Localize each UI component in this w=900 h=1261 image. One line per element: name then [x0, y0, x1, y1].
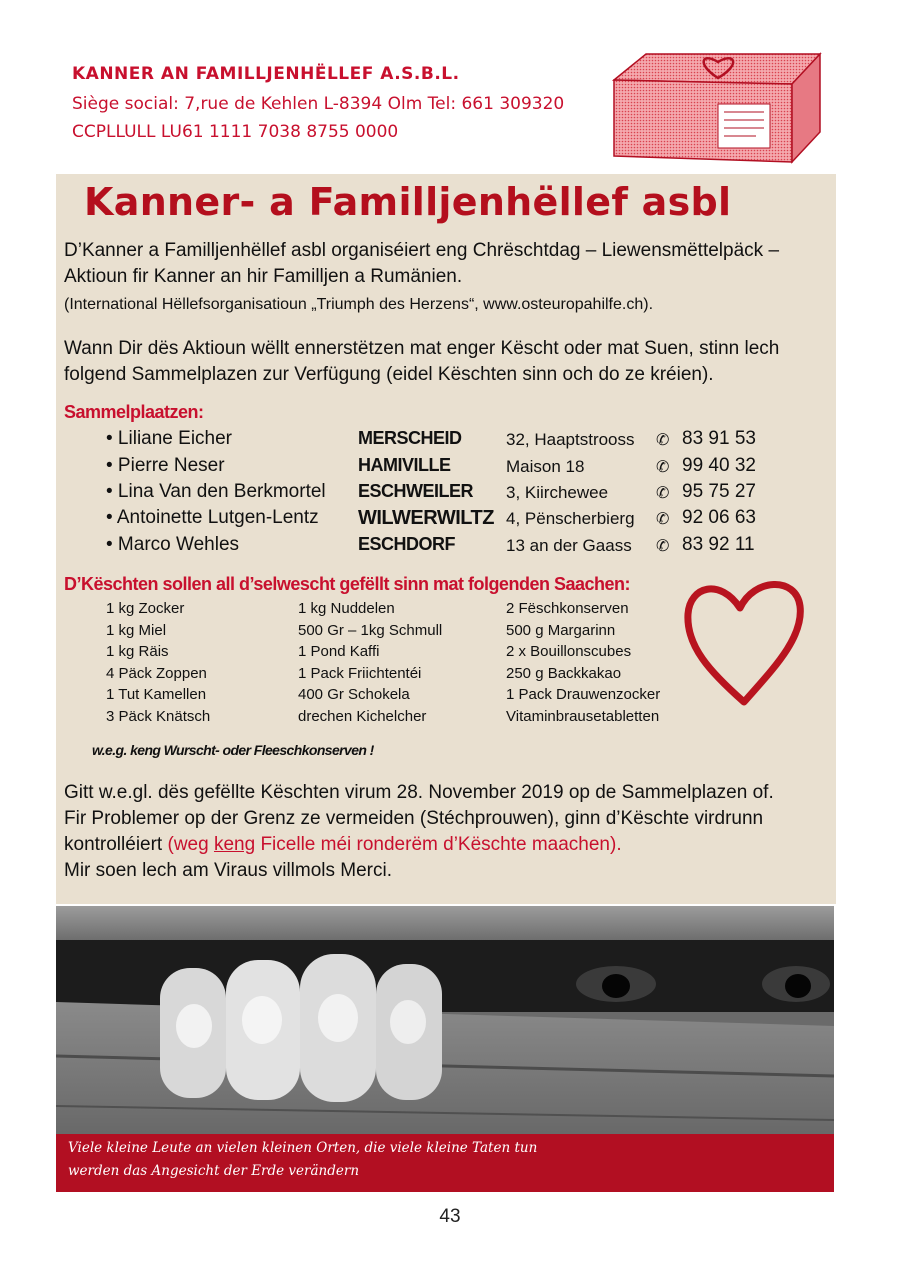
- list-item: 400 Gr Schokela: [298, 686, 410, 703]
- phone-number: 99 40 32: [682, 455, 756, 476]
- town: ESCHWEILER: [358, 481, 474, 501]
- support-line-2: folgend Sammelplazen zur Verfügung (eidel Këschten sinn och do ze kréien).: [64, 364, 714, 385]
- quote-line-1: Viele kleine Leute an vielen kleinen Orten, die viele kleine Taten tun: [68, 1140, 538, 1156]
- quote-line-2: werden das Angesicht der Erde verändern: [68, 1163, 360, 1179]
- contact-name: • Marco Wehles: [106, 534, 240, 555]
- town: HAMIVILLE: [358, 455, 451, 475]
- list-item: 250 g Backkakao: [506, 664, 622, 682]
- phone-icon: ✆: [656, 538, 670, 555]
- list-item: 1 kg Räis: [106, 643, 169, 660]
- organization-account: CCPLLULL LU61 1111 7038 8755 0000: [72, 122, 399, 142]
- box-contents-heading: D’Këschten sollen all d’selwescht gefëllt sinn mat folgenden Saachen:: [64, 574, 630, 594]
- gift-box-icon: [606, 44, 832, 168]
- list-item: 2 x Bouillonscubes: [506, 643, 632, 660]
- phone-number: 95 75 27: [682, 481, 756, 502]
- contact-name: • Pierre Neser: [106, 455, 225, 476]
- organization-address: Siège social: 7,rue de Kehlen L-8394 Olm Tel: 661 309320: [72, 94, 565, 114]
- phone-icon: ✆: [656, 485, 670, 502]
- closing-line-3: [64, 832, 622, 858]
- page-title: Kanner- a Familljenhëllef asbl: [84, 180, 732, 224]
- street-address: 3, Kiirchewee: [506, 483, 609, 502]
- phone-icon: ✆: [656, 432, 670, 449]
- street-address: 4, Pënscherbierg: [506, 509, 635, 528]
- list-item: 1 kg Nuddelen: [298, 600, 395, 617]
- list-item: 1 kg Miel: [106, 621, 167, 639]
- contents-column-3: [506, 598, 660, 727]
- intro-line-2: Aktioun fir Kanner an hir Familljen a Rumänien.: [64, 266, 463, 287]
- phone-number: 92 06 63: [682, 507, 756, 528]
- list-item: 1 Pack Drauwenzocker: [506, 686, 661, 703]
- phone-icon: ✆: [656, 511, 670, 528]
- collection-points-heading: Sammelplaatzen:: [64, 402, 204, 422]
- contents-note: w.e.g. keng Wurscht- oder Fleeschkonserven !: [92, 742, 374, 758]
- list-item: 4 Päck Zoppen: [106, 664, 207, 682]
- town: WILWERWILTZ: [358, 507, 494, 529]
- closing-line-4: Mir soen lech am Viraus villmols Merci.: [64, 860, 393, 881]
- contact-name: • Lina Van den Berkmortel: [106, 481, 326, 502]
- list-item: drechen Kichelcher: [298, 707, 427, 725]
- collection-point-row: [0, 534, 900, 560]
- collection-point-row: [0, 428, 900, 454]
- street-address: Maison 18: [506, 457, 585, 476]
- intro-line-1: D’Kanner a Familljenhëllef asbl organiséiert eng Chrëschtdag – Liewensmëttelpäck –: [64, 240, 780, 261]
- town: MERSCHEID: [358, 428, 462, 448]
- heart-icon: [680, 572, 808, 710]
- list-item: 1 kg Zocker: [106, 600, 185, 617]
- town: ESCHDORF: [358, 534, 456, 554]
- closing-text: kontrolléiert: [64, 834, 168, 855]
- phone-icon: ✆: [656, 459, 670, 476]
- underlined-word: keng: [213, 834, 256, 855]
- list-item: 3 Päck Knätsch: [106, 707, 211, 725]
- contents-column-1: [106, 598, 210, 727]
- list-item: 500 g Margarinn: [506, 621, 616, 639]
- closing-line-1: Gitt w.e.gl. dës gefëllte Këschten virum 28. November 2019 op de Sammelplazen of.: [64, 782, 774, 803]
- list-item: 1 Tut Kamellen: [106, 686, 207, 703]
- organization-name: KANNER AN FAMILLJENHËLLEF A.S.B.L.: [72, 64, 460, 84]
- street-address: 13 an der Gaass: [506, 536, 632, 555]
- warning-text: (weg keng Ficelle méi ronderëm d’Këschte maachen).: [167, 834, 622, 855]
- list-item: Vitaminbrausetabletten: [506, 707, 660, 725]
- list-item: 1 Pond Kaffi: [298, 643, 380, 660]
- page-number: 43: [439, 1206, 461, 1227]
- support-line-1: Wann Dir dës Aktioun wëllt ennerstëtzen mat enger Këscht oder mat Suen, stinn lech: [64, 338, 780, 359]
- closing-line-2: Fir Problemer op der Grenz ze vermeiden (Stéchprouwen), ginn d’Këschte virdrunn: [64, 808, 764, 829]
- list-item: 500 Gr – 1kg Schmull: [298, 621, 443, 639]
- contact-name: • Antoinette Lutgen-Lentz: [106, 507, 319, 528]
- collection-point-row: [0, 481, 900, 507]
- phone-number: 83 91 53: [682, 428, 756, 449]
- street-address: 32, Haaptstrooss: [506, 430, 635, 449]
- list-item: 1 Pack Friichtentéi: [298, 664, 422, 682]
- phone-number: 83 92 11: [682, 534, 755, 555]
- intro-line-3: (International Hëllefsorganisatioun „Triumph des Herzens“, www.osteuropahilfe.ch).: [64, 296, 654, 313]
- collection-point-row: [0, 507, 900, 533]
- contents-column-2: [298, 598, 442, 727]
- list-item: 2 Fëschkonserven: [506, 600, 629, 617]
- collection-point-row: [0, 455, 900, 481]
- contact-name: • Liliane Eicher: [106, 428, 232, 449]
